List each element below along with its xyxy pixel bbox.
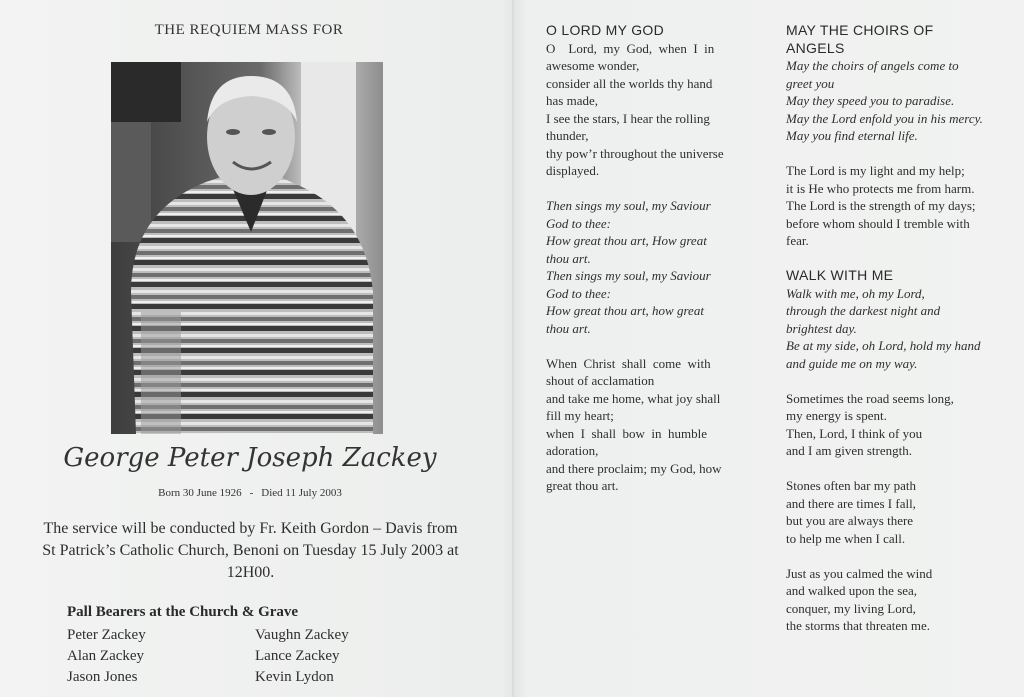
chorus-line: Then sings my soul, my Saviour	[546, 268, 711, 283]
hymn-line: The Lord is my light and my help;	[786, 163, 965, 178]
hymn-line: awesome wonder,	[546, 58, 640, 73]
pall-bearers-column-1	[67, 625, 146, 688]
deceased-name: George Peter Joseph Zackey	[63, 443, 437, 473]
pall-bearer-name: Kevin Lydon	[255, 669, 334, 685]
hymn-line: and I am given strength.	[786, 443, 912, 458]
hymn-line: and guide me on my way.	[786, 355, 918, 371]
hymn-title: WALK WITH ME	[786, 267, 894, 283]
hymn-line: I see the stars, I hear the rolling	[546, 110, 710, 126]
hymn-line: conquer, my living Lord,	[786, 600, 916, 616]
portrait-image	[111, 62, 383, 434]
chorus-line: God to thee:	[546, 285, 611, 301]
verse-gap	[546, 337, 776, 355]
death-date: Died 11 July 2003	[261, 487, 342, 499]
hymn-line: Then, Lord, I think of you	[786, 425, 923, 441]
hymn-line: May they speed you to paradise.	[786, 93, 955, 108]
chorus-line: Then sings my soul, my Saviour	[546, 198, 711, 213]
hymn-title: O LORD MY GOD	[546, 22, 664, 38]
verse-gap	[786, 250, 1022, 268]
birth-date: Born 30 June 1926	[158, 487, 242, 499]
hymn-column-right	[786, 22, 1022, 635]
chorus-line: God to thee:	[546, 215, 611, 231]
hymn-o-lord-my-god	[546, 22, 776, 495]
hymn-line: greet you	[786, 75, 835, 91]
hymn-line: and take me home, what joy shall	[546, 390, 721, 406]
pall-bearers-heading: Pall Bearers at the Church & Grave	[67, 604, 299, 620]
page-fold	[512, 0, 514, 697]
hymn-line: my energy is spent.	[786, 408, 887, 423]
hymn-line: May the choirs of angels come to	[786, 58, 959, 73]
hymn-line: displayed.	[546, 163, 600, 178]
service-line: The service will be conducted by Fr. Keith Gordon – Davis from	[43, 520, 458, 537]
hymn-line: The Lord is the strength of my days;	[786, 198, 976, 213]
hymn-line: O Lord, my God, when I in	[546, 40, 715, 56]
hymn-line: When Christ shall come with	[546, 355, 711, 371]
service-line: 12H00.	[226, 564, 275, 581]
hymn-line: thy pow’r throughout the universe	[546, 145, 724, 161]
service-line: St Patrick’s Catholic Church, Benoni on Tuesday 15 July 2003 at	[42, 542, 459, 559]
chorus-line: thou art.	[546, 250, 591, 266]
pall-bearer-name: Lance Zackey	[255, 648, 340, 664]
hymn-line: when I shall bow in humble	[546, 425, 708, 441]
hymn-title: ANGELS	[786, 39, 845, 56]
hymn-line: May the Lord enfold you in his mercy.	[786, 110, 983, 126]
hymn-line: adoration,	[546, 443, 599, 458]
verse-gap	[786, 372, 1022, 390]
hymn-line: and walked upon the sea,	[786, 583, 918, 598]
hymn-line: to help me when I call.	[786, 530, 906, 546]
requiem-title: THE REQUIEM MASS FOR	[154, 22, 344, 38]
hymn-line: through the darkest night and	[786, 303, 941, 318]
hymn-line: fill my heart;	[546, 408, 614, 423]
verse-gap	[786, 547, 1022, 565]
pall-bearer-name: Peter Zackey	[67, 627, 146, 643]
hymn-line: before whom should I tremble with	[786, 215, 970, 231]
pall-bearer-name: Jason Jones	[67, 669, 138, 685]
chorus-line: thou art.	[546, 320, 591, 336]
hymn-line: brightest day.	[786, 320, 857, 336]
portrait-photo	[111, 62, 383, 434]
hymn-line: Sometimes the road seems long,	[786, 390, 954, 406]
hymn-line: great thou art.	[546, 478, 619, 493]
hymn-line: Just as you calmed the wind	[786, 565, 933, 581]
hymn-line: the storms that threaten me.	[786, 618, 931, 633]
pall-bearers-column-2	[255, 625, 349, 688]
hymn-line: Be at my side, oh Lord, hold my hand	[786, 338, 981, 353]
hymn-line: it is He who protects me from harm.	[786, 180, 975, 196]
hymn-line: Walk with me, oh my Lord,	[786, 285, 925, 301]
life-dates	[0, 487, 500, 499]
hymn-line: Stones often bar my path	[786, 478, 916, 493]
hymn-line: May you find eternal life.	[786, 128, 918, 143]
pall-bearer-name: Vaughn Zackey	[255, 627, 349, 643]
chorus-line: How great thou art, how great	[546, 303, 704, 318]
hymn-line: fear.	[786, 233, 809, 248]
hymn-line: and there are times I fall,	[786, 495, 916, 511]
date-separator: -	[249, 487, 254, 499]
verse-gap	[546, 180, 776, 198]
verse-gap	[786, 145, 1022, 163]
hymn-title: MAY THE CHOIRS OF	[786, 22, 934, 38]
hymn-line: shout of acclamation	[546, 373, 655, 388]
hymn-line: has made,	[546, 93, 598, 108]
hymn-line: and there proclaim; my God, how	[546, 460, 722, 476]
verse-gap	[786, 460, 1022, 478]
hymn-line: thunder,	[546, 128, 589, 143]
service-details	[18, 518, 483, 584]
pall-bearer-name: Alan Zackey	[67, 648, 145, 664]
hymn-line: consider all the worlds thy hand	[546, 75, 713, 91]
chorus-line: How great thou art, How great	[546, 233, 707, 248]
hymn-line: but you are always there	[786, 513, 914, 528]
